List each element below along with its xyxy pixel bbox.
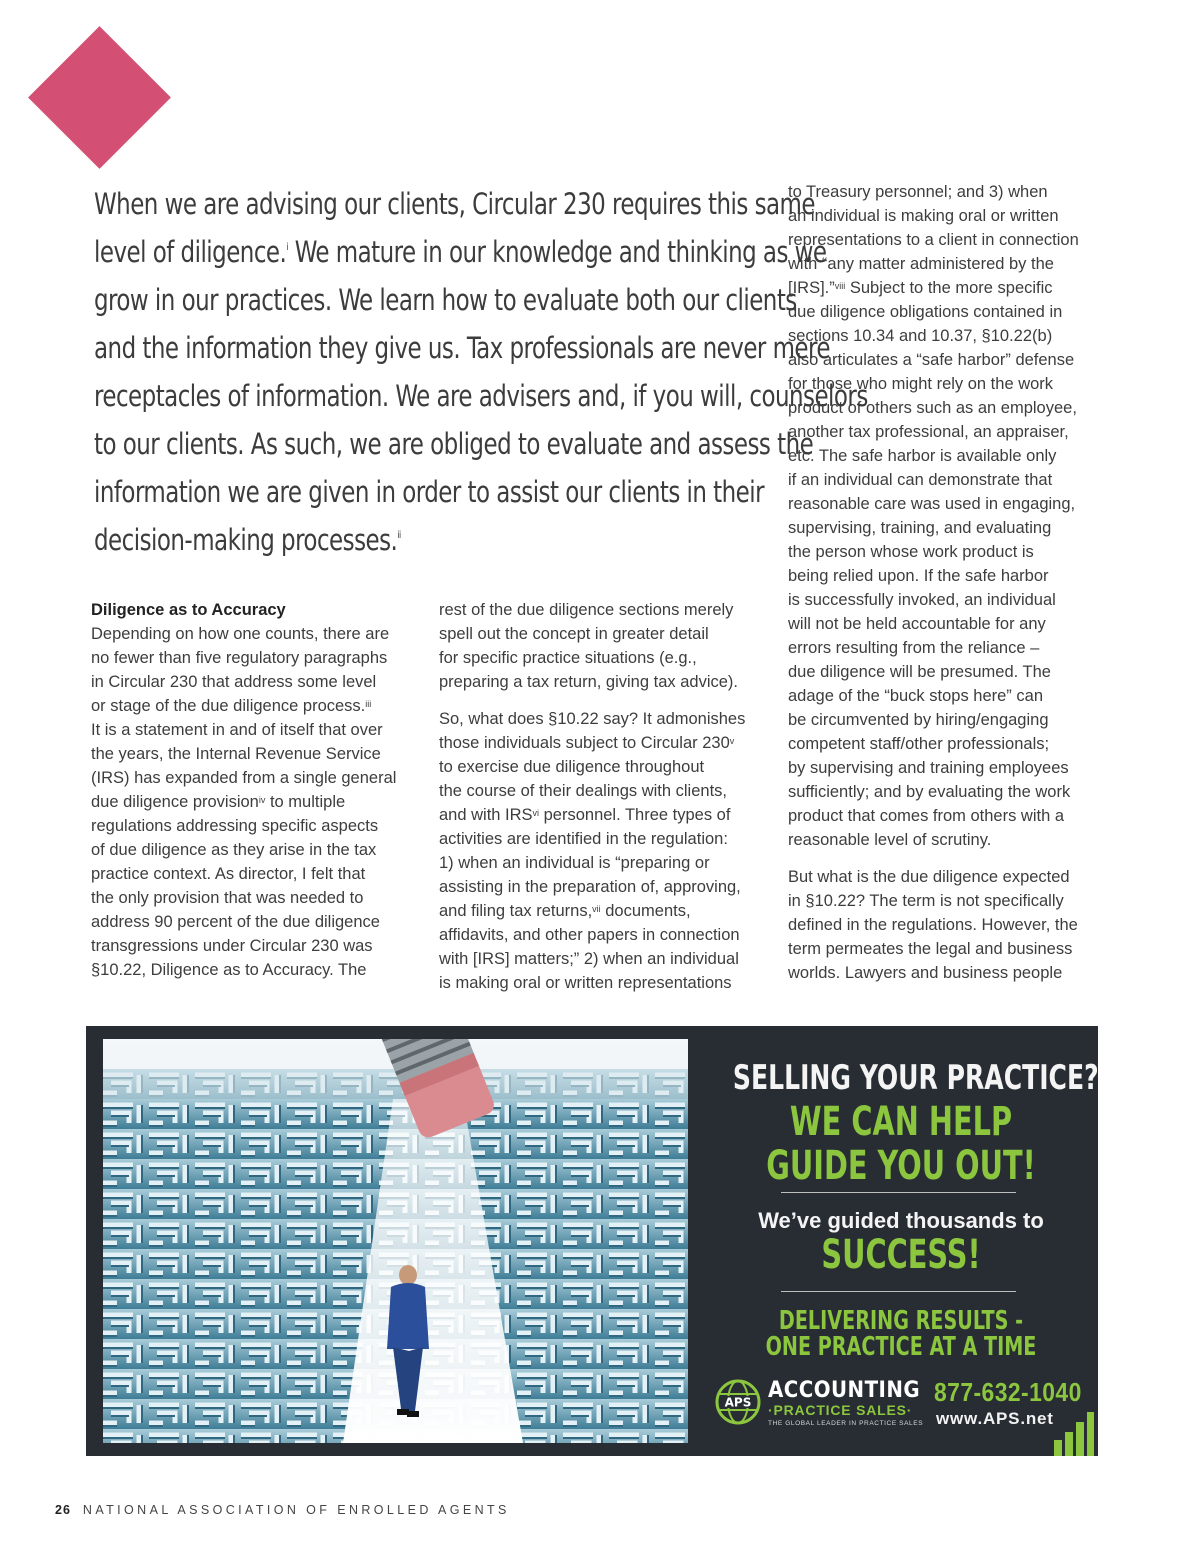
body-line: transgressions under Circular 230 was — [91, 937, 373, 955]
body-line: for specific practice situations (e.g., — [439, 649, 697, 667]
body-column-3 — [788, 180, 1118, 985]
endnote-ref: iv — [258, 795, 266, 805]
body-line: will not be held accountable for any — [788, 615, 1046, 633]
body-line: But what is the due diligence expected — [788, 868, 1070, 886]
ad-copy — [696, 1026, 1098, 1456]
pull-quote-line: information we are given in order to assist our clients in their — [94, 475, 765, 509]
body-line: [IRS].”$^{viii}$ Subject to the more specific — [788, 279, 1053, 297]
body-line: with [IRS] matters;” 2) when an individual — [439, 950, 739, 968]
section-heading: Diligence as to Accuracy — [91, 601, 286, 619]
body-line: the years, the Internal Revenue Service — [91, 745, 381, 763]
body-line: the course of their dealings with clients, — [439, 782, 727, 800]
body-line: defined in the regulations. However, the — [788, 916, 1078, 934]
body-line: representations to a client in connection — [788, 231, 1079, 249]
body-line: and with IRS$^{vi}$ personnel. Three types of — [439, 806, 731, 824]
body-line: to Treasury personnel; and 3) when — [788, 183, 1048, 201]
decorative-diamond — [28, 26, 171, 169]
body-line: reasonable care was used in engaging, — [788, 495, 1076, 513]
body-line: errors resulting from the reliance – — [788, 639, 1040, 657]
body-line: term permeates the legal and business — [788, 940, 1073, 958]
body-line: is making oral or written representations — [439, 974, 732, 992]
body-line: in §10.22? The term is not specifically — [788, 892, 1064, 910]
body-line: due diligence will be presumed. The — [788, 663, 1051, 681]
body-line: 1) when an individual is “preparing or — [439, 854, 710, 872]
globe-logo-icon — [714, 1378, 762, 1426]
body-line: be circumvented by hiring/engaging — [788, 711, 1049, 729]
pull-quote-line: level of diligence.$^i$ We mature in our knowledge and thinking as we — [94, 235, 827, 269]
growth-bars-icon — [1054, 1410, 1094, 1456]
pull-quote-line: decision-making processes.$^{ii}$ — [94, 523, 401, 557]
logo-tagline: THE GLOBAL LEADER IN PRACTICE SALES — [768, 1420, 924, 1427]
body-line: product that comes from others with a — [788, 807, 1065, 825]
pull-quote-line: and the information they give us. Tax professionals are never mere — [94, 331, 830, 365]
ad-tagline: DELIVERING RESULTS - — [778, 1306, 1024, 1336]
body-line: due diligence provision$^{iv}$ to multiple — [91, 793, 346, 811]
body-line: due diligence obligations contained in — [788, 303, 1063, 321]
body-line: practice context. As director, I felt that — [91, 865, 366, 883]
body-line: supervising, training, and evaluating — [788, 519, 1052, 537]
publication-name: NATIONAL ASSOCIATION OF ENROLLED AGENTS — [82, 1503, 510, 1517]
body-line: also articulates a “safe harbor” defense — [788, 351, 1075, 369]
body-line: Depending on how one counts, there are — [91, 625, 390, 643]
ad-website-link[interactable]: www.APS.net — [936, 1409, 1054, 1428]
maze-graphic — [103, 1039, 688, 1443]
body-line: regulations addressing specific aspects — [91, 817, 379, 835]
ad-subheadline: We’ve guided thousands to — [758, 1208, 1044, 1233]
body-line: with “any matter administered by the — [788, 255, 1054, 273]
endnote-ref: i — [286, 242, 288, 253]
body-line: to exercise due diligence throughout — [439, 758, 705, 776]
body-line: if an individual can demonstrate that — [788, 471, 1053, 489]
logo-name-secondary: ·PRACTICE SALES· — [768, 1402, 913, 1418]
body-line: §10.22, Diligence as to Accuracy. The — [91, 961, 367, 979]
body-line: no fewer than five regulatory paragraphs — [91, 649, 388, 667]
body-line: It is a statement in and of itself that over — [91, 721, 383, 739]
body-line: sufficiently; and by evaluating the work — [788, 783, 1071, 801]
body-line: etc. The safe harbor is available only — [788, 447, 1057, 465]
body-line: is successfully invoked, an individual — [788, 591, 1056, 609]
ad-tagline: ONE PRACTICE AT A TIME — [765, 1332, 1037, 1362]
body-line: the only provision that was needed to — [91, 889, 364, 907]
ad-headline: SELLING YOUR PRACTICE? — [732, 1058, 1099, 1098]
ad-headline-highlight: WE CAN HELP — [789, 1099, 1013, 1145]
ad-success-text: SUCCESS! — [821, 1232, 981, 1278]
page-number: 26 — [55, 1503, 71, 1517]
ad-divider — [781, 1291, 1016, 1292]
pull-quote-line: receptacles of information. We are advisers and, if you will, counselors — [94, 379, 868, 413]
body-line: reasonable level of scrutiny. — [788, 831, 992, 849]
body-line: (IRS) has expanded from a single general — [91, 769, 397, 787]
body-column-1 — [91, 598, 421, 982]
endnote-ref: vi — [532, 808, 540, 818]
body-line: an individual is making oral or written — [788, 207, 1059, 225]
body-line: by supervising and training employees — [788, 759, 1069, 777]
body-line: address 90 percent of the due diligence — [91, 913, 380, 931]
endnote-ref: iii — [365, 699, 372, 709]
body-line: assisting in the preparation of, approving, — [439, 878, 741, 896]
body-line: competent staff/other professionals; — [788, 735, 1050, 753]
ad-headline-highlight: GUIDE YOU OUT! — [766, 1143, 1036, 1189]
pull-quote-line: grow in our practices. We learn how to evaluate both our clients — [94, 283, 797, 317]
maze-illustration — [103, 1039, 688, 1443]
pull-quote-line: When we are advising our clients, Circular 230 requires this same — [94, 187, 816, 221]
body-line: or stage of the due diligence process.$^{iii}$ — [91, 697, 372, 715]
body-line: rest of the due diligence sections merely — [439, 601, 734, 619]
body-line: being relied upon. If the safe harbor — [788, 567, 1049, 585]
body-line: the person whose work product is — [788, 543, 1034, 561]
body-line: worlds. Lawyers and business people — [788, 964, 1063, 982]
endnote-ref: vii — [592, 904, 601, 914]
body-line: spell out the concept in greater detail — [439, 625, 709, 643]
body-line: product of others such as an employee, — [788, 399, 1077, 417]
body-line: for those who might rely on the work — [788, 375, 1054, 393]
ad-divider — [781, 1192, 1016, 1193]
logo-name: ACCOUNTING — [768, 1378, 921, 1403]
endnote-ref: v — [729, 736, 735, 746]
logo-mark-text: APS — [724, 1395, 752, 1410]
endnote-ref: ii — [397, 530, 401, 541]
body-line: sections 10.34 and 10.37, §10.22(b) — [788, 327, 1053, 345]
advertisement[interactable] — [86, 1026, 1098, 1456]
endnote-ref: viii — [834, 281, 846, 291]
body-line: those individuals subject to Circular 230$^v$ — [439, 734, 735, 752]
body-line: adage of the “buck stops here” can — [788, 687, 1043, 705]
page-footer — [55, 1503, 510, 1517]
body-line: and filing tax returns,$^{vii}$ documents, — [439, 902, 691, 920]
body-line: So, what does §10.22 say? It admonishes — [439, 710, 746, 728]
body-line: of due diligence as they arise in the tax — [91, 841, 377, 859]
body-line: preparing a tax return, giving tax advice). — [439, 673, 738, 691]
body-line: affidavits, and other papers in connection — [439, 926, 740, 944]
pull-quote-line: to our clients. As such, we are obliged to evaluate and assess the — [94, 427, 814, 461]
body-column-2 — [439, 598, 769, 995]
body-line: activities are identified in the regulation: — [439, 830, 728, 848]
body-line: in Circular 230 that address some level — [91, 673, 377, 691]
ad-phone-number[interactable]: 877-632-1040 — [934, 1377, 1082, 1407]
body-line: another tax professional, an appraiser, — [788, 423, 1069, 441]
